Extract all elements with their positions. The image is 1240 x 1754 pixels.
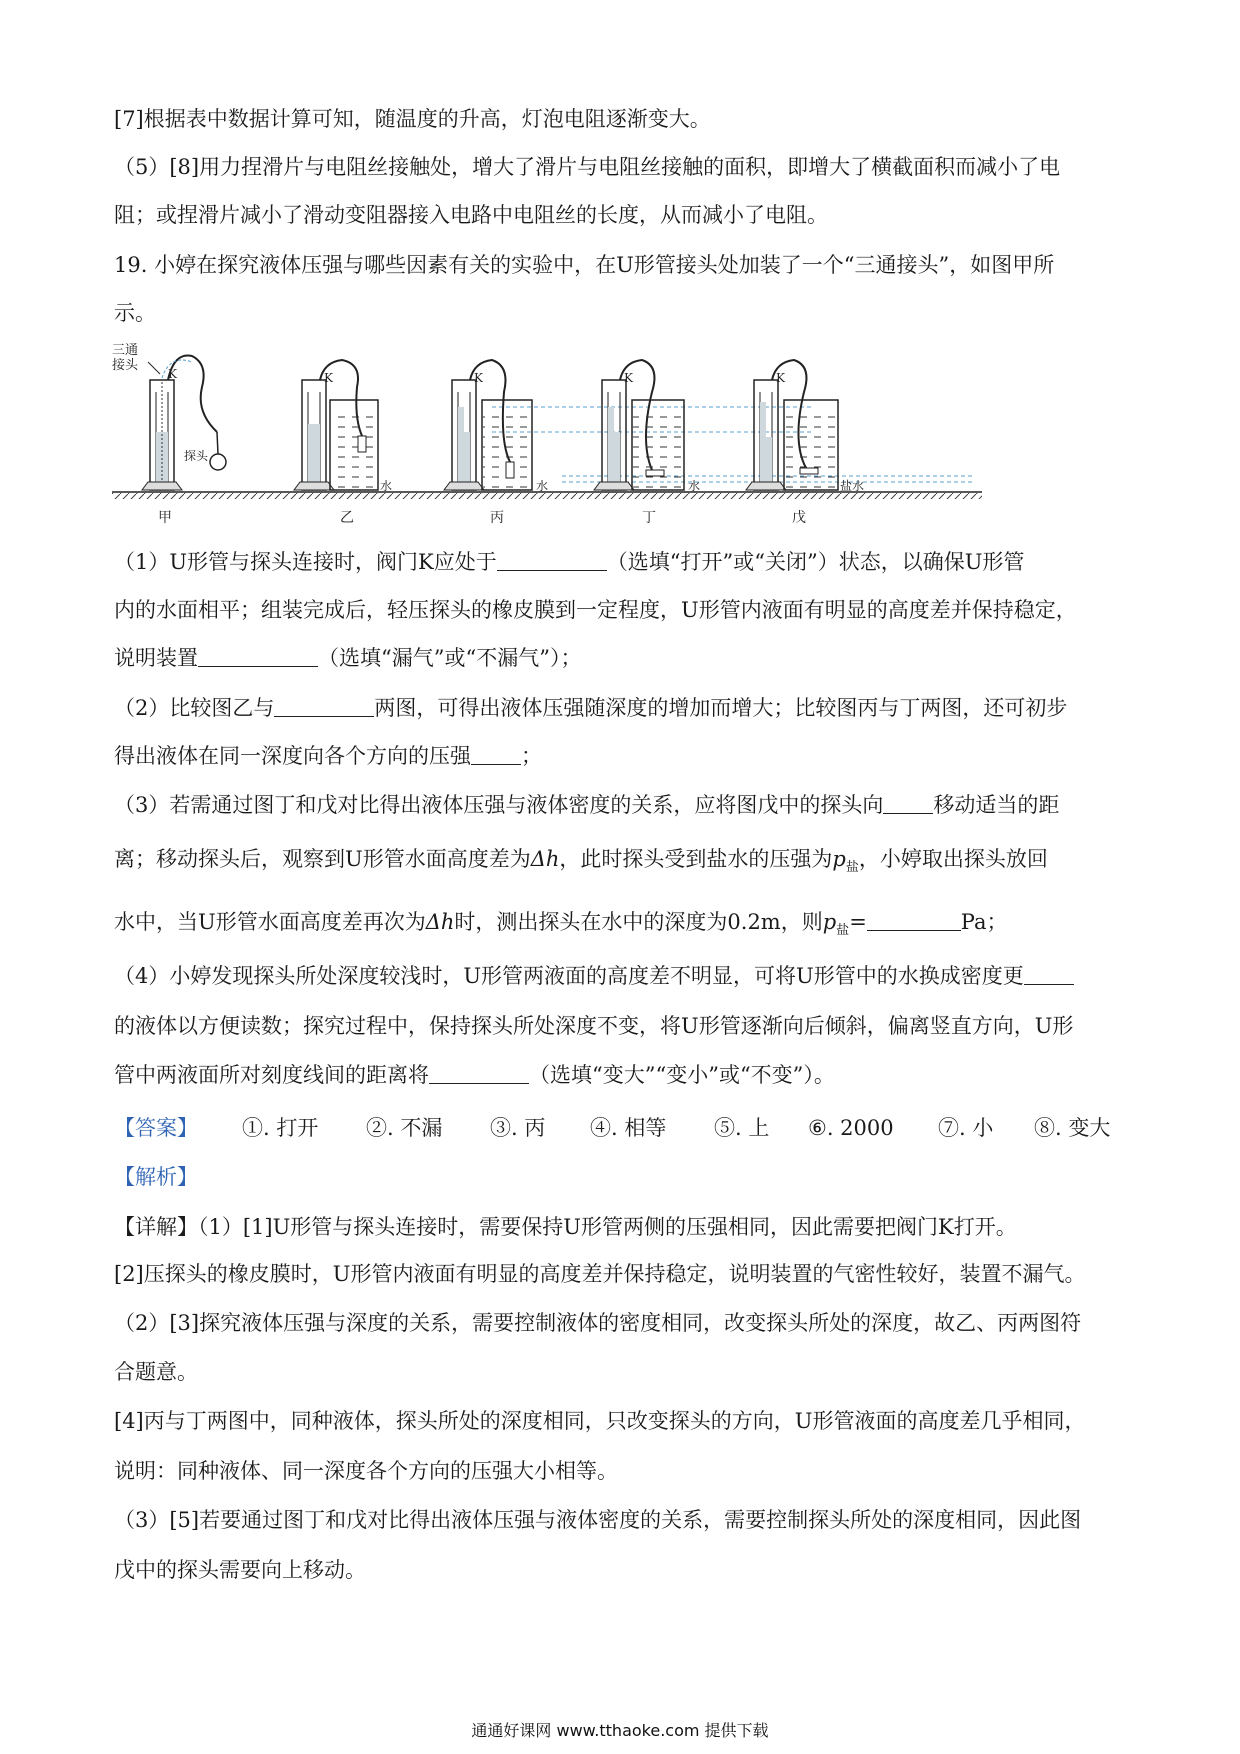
- liquid-label: 水: [688, 479, 701, 493]
- answer-blank: [497, 548, 607, 571]
- text-line: [7]根据表中数据计算可知，随温度的升高，灯泡电阻逐渐变大。: [114, 107, 711, 131]
- equals-sign: =: [849, 910, 867, 934]
- panel-caption: 乙: [340, 510, 354, 526]
- question-text: 两图，可得出液体压强随深度的增加而增大；比较图丙与丁两图，还可初步: [374, 696, 1068, 720]
- text-line: 说明：同种液体、同一深度各个方向的压强大小相等。: [114, 1459, 618, 1483]
- question-text: （选填“变大”“变小”或“不变”）。: [529, 1063, 835, 1087]
- answer-blank: [198, 644, 318, 667]
- question-text: （1）U形管与探头连接时，阀门K应处于: [114, 550, 497, 574]
- text-line: （5）[8]用力捏滑片与电阻丝接触处，增大了滑片与电阻丝接触的面积，即增大了横截面积而减小了电: [114, 155, 1061, 179]
- question-text: （选填“漏气”或“不漏气”）；: [318, 646, 582, 670]
- callout-label: 三通: [112, 343, 139, 358]
- text-line: 【详解】（1）[1]U形管与探头连接时，需要保持U形管两侧的压强相同，因此需要把阀门K打开。: [114, 1215, 1017, 1239]
- liquid-label: 盐水: [840, 479, 865, 493]
- pressure-subscript: 盐: [836, 923, 850, 938]
- text-line: （3）[5]若要通过图丁和戊对比得出液体压强与液体密度的关系，需要控制探头所处的深度相同，因此图: [114, 1508, 1082, 1532]
- question-part-1: [114, 547, 1126, 577]
- question-text: ，小婷取出探头放回: [858, 847, 1048, 871]
- panel-wu: [746, 360, 864, 493]
- text-line: [114, 741, 1126, 771]
- question-text: （选填“打开”或“关闭”）状态，以确保U形管: [606, 550, 1025, 574]
- panel-jia: [112, 343, 226, 490]
- answer-blank: [274, 694, 374, 717]
- question-text: ；: [521, 744, 542, 768]
- valve-label: K: [624, 371, 633, 385]
- question-text: （2）比较图乙与: [114, 696, 275, 720]
- callout-label: 接头: [112, 358, 139, 373]
- answer-item: ③. 丙: [490, 1116, 546, 1140]
- text-line: [2]压探头的橡皮膜时，U形管内液面有明显的高度差并保持稳定，说明装置的气密性较好，装置不漏气。: [114, 1262, 1086, 1286]
- pressure-symbol: p: [822, 910, 837, 934]
- panel-ding: [594, 360, 700, 493]
- text-line: [114, 1060, 1126, 1090]
- valve-label: K: [324, 371, 333, 385]
- probe-label: 探头: [184, 449, 209, 463]
- answer-blank: [867, 908, 961, 931]
- question-19-stem: 19. 小婷在探究液体压强与哪些因素有关的实验中，在U形管接头处加装了一个“三通接头”，如图甲所: [114, 253, 1055, 277]
- text-line: [4]丙与丁两图中，同种液体，探头所处的深度相同，只改变探头的方向，U形管液面的高度差几乎相同，: [114, 1409, 1086, 1433]
- answer-item: ②. 不漏: [366, 1116, 443, 1140]
- answer-item: ⑦. 小: [938, 1116, 994, 1140]
- text-line: （2）[3]探究液体压强与深度的关系，需要控制液体的密度相同，改变探头所处的深度，故乙、丙两图符: [114, 1311, 1082, 1335]
- answer-blank: [471, 742, 521, 765]
- text-line: 戊中的探头需要向上移动。: [114, 1558, 366, 1582]
- question-part-4: [114, 961, 1126, 991]
- question-text: （3）若需通过图丁和戊对比得出液体压强与液体密度的关系，应将图戊中的探头向: [114, 793, 884, 817]
- liquid-label: 水: [380, 479, 393, 493]
- text-line: 阻；或捏滑片减小了滑动变阻器接入电路中电阻丝的长度，从而减小了电阻。: [114, 203, 828, 227]
- text-line: 合题意。: [114, 1360, 198, 1384]
- question-19-stem-end: 示。: [114, 301, 156, 325]
- text-line: 的液体以方便读数；探究过程中，保持探头所处深度不变，将U形管逐渐向后倾斜，偏离竖直方向，U形: [114, 1014, 1074, 1038]
- answer-item: ①. 打开: [242, 1116, 319, 1140]
- answer-row: [114, 1113, 1126, 1147]
- delta-h-symbol: Δh: [425, 910, 455, 934]
- pressure-subscript: 盐: [845, 860, 859, 875]
- experiment-figure: [112, 342, 982, 528]
- analysis-tag: 【解析】: [114, 1165, 198, 1189]
- question-part-3: [114, 790, 1126, 820]
- text-line: 内的水面相平；组装完成后，轻压探头的橡皮膜到一定程度，U形管内液面有明显的高度差并保持稳定，: [114, 598, 1077, 622]
- valve-label: K: [776, 371, 785, 385]
- pressure-symbol: p: [832, 847, 846, 871]
- valve-label: K: [474, 371, 483, 385]
- delta-h-symbol: Δh: [530, 847, 560, 871]
- panel-caption: 甲: [158, 510, 172, 526]
- panel-bing: [444, 360, 548, 493]
- text-line: [114, 844, 1126, 883]
- question-text: （4）小婷发现探头所处深度较浅时，U形管两液面的高度差不明显，可将U形管中的水换成密度更: [114, 964, 1024, 988]
- panel-caption: 丁: [642, 510, 656, 526]
- answer-item: ⑧. 变大: [1034, 1116, 1111, 1140]
- question-text: 离；移动探头后，观察到U形管水面高度差为: [114, 847, 531, 871]
- answer-blank: [883, 791, 933, 814]
- text-line: [114, 907, 1126, 946]
- answer-tag: 【答案】: [114, 1116, 198, 1140]
- question-text: 管中两液面所对刻度线间的距离将: [114, 1063, 429, 1087]
- panel-yi: [294, 360, 392, 493]
- panel-caption: 丙: [490, 510, 504, 526]
- question-text: Pa；: [960, 910, 1008, 934]
- answer-item: ④. 相等: [590, 1116, 667, 1140]
- text-line: [114, 643, 1126, 673]
- valve-label: K: [168, 367, 177, 381]
- question-text: 移动适当的距: [933, 793, 1060, 817]
- question-part-2: [114, 693, 1126, 723]
- question-text: 说明装置: [114, 646, 198, 670]
- question-text: ，此时探头受到盐水的压强为: [559, 847, 833, 871]
- panel-caption: 戊: [792, 510, 806, 526]
- answer-item: ⑤. 上: [714, 1116, 770, 1140]
- question-text: 时，测出探头在水中的深度为0.2m，则: [454, 910, 823, 934]
- question-text: 水中，当U形管水面高度差再次为: [114, 910, 426, 934]
- liquid-label: 水: [536, 479, 549, 493]
- page-footer: 通通好课网 www.tthaoke.com 提供下载: [471, 1721, 769, 1740]
- answer-blank: [429, 1061, 529, 1084]
- answer-blank: [1024, 962, 1074, 985]
- question-text: 得出液体在同一深度向各个方向的压强: [114, 744, 471, 768]
- answer-item: ⑥. 2000: [808, 1116, 894, 1140]
